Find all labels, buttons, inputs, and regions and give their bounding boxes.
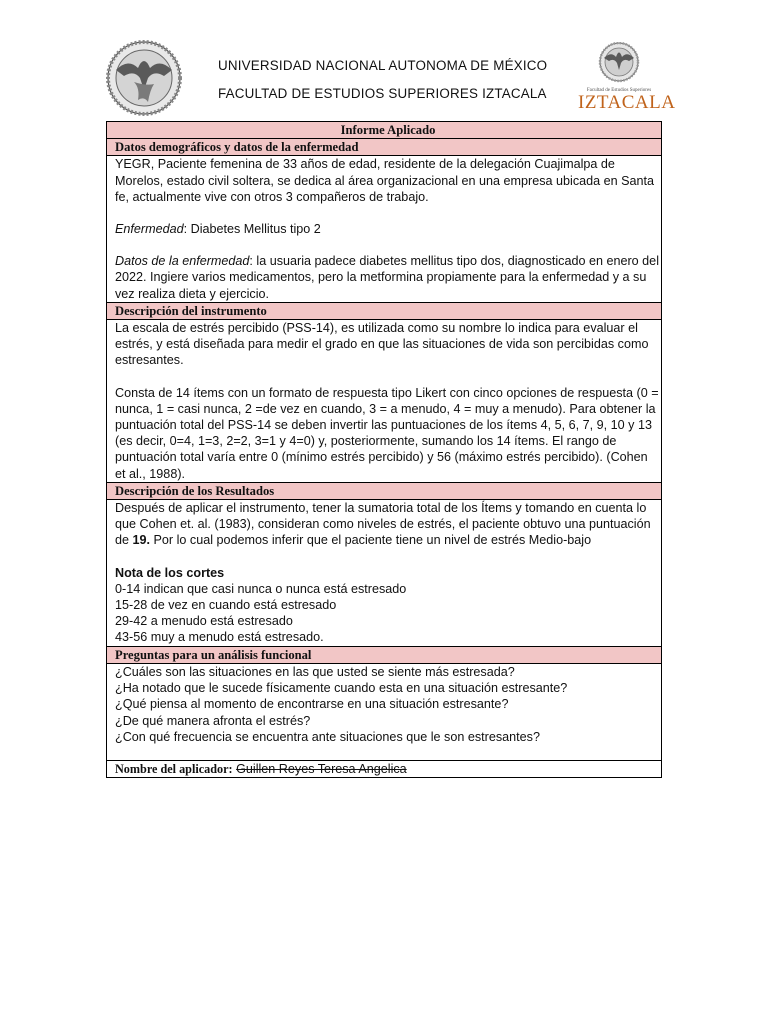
results-text-after: Por lo cual podemos inferir que el paciente tiene un nivel de estrés Medio-bajo: [150, 533, 592, 548]
cut-item: 29-42 a menudo está estresado: [115, 614, 293, 629]
results-score: 19.: [132, 533, 151, 548]
results-text-before: Después de aplicar el instrumento, tener la sumatoria total de los Ítems y tomando en cuenta lo que Cohen et. al. (1983), consideran como niveles de estrés, el paciente obtuvo una puntuación de: [115, 501, 651, 548]
cut-item: 15-28 de vez en cuando está estresado: [115, 598, 337, 613]
faculty-name: FACULTAD DE ESTUDIOS SUPERIORES IZTACALA: [218, 86, 547, 101]
disease-label: Enfermedad: [115, 222, 184, 237]
questions-cell: [107, 663, 662, 760]
disease-line: [115, 221, 661, 237]
iztacala-seal-icon: [578, 42, 676, 113]
results-cell: [107, 500, 662, 647]
disease-data-label: Datos de la enfermedad: [115, 254, 250, 269]
disease-value: : Diabetes Mellitus tipo 2: [183, 222, 321, 237]
demographics-cell: [107, 156, 662, 302]
university-name: UNIVERSIDAD NACIONAL AUTONOMA DE MÉXICO: [218, 58, 548, 73]
question-item: ¿De qué manera afronta el estrés?: [115, 713, 311, 728]
demographics-heading: Datos demográficos y datos de la enfermedad: [107, 139, 662, 156]
unam-seal-icon: [104, 40, 184, 116]
report-title: Informe Aplicado: [107, 122, 662, 139]
disease-data-value: : la usuaria padece diabetes mellitus tipo dos, diagnosticado en enero del 2022. Ingiere varios medicamentos, pero la metformina propiamente para la enfermedad y a su vez realiza dieta y ejercicio.: [115, 254, 659, 301]
cut-item: 0-14 indican que casi nunca o nunca está estresado: [115, 581, 407, 596]
question-item: ¿Con qué frecuencia se encuentra ante situaciones que le son estresantes?: [115, 729, 540, 744]
patient-description: YEGR, Paciente femenina de 33 años de edad, residente de la delegación Cuajimalpa de Morelos, estado civil soltera, se dedica al área organizacional en una empresa ubicada en Santa fe, actualmente vive con otros 3 compañeros de trabajo.: [115, 157, 655, 204]
cut-item: 43-56 muy a menudo está estresado.: [115, 630, 324, 645]
results-paragraph: [115, 500, 661, 549]
question-item: ¿Cuáles son las situaciones en las que usted se siente más estresada?: [115, 664, 515, 679]
applicator-name: Guillen Reyes Teresa Angelica: [236, 761, 407, 776]
instrument-cell: [107, 320, 662, 483]
disease-data-line: [115, 253, 661, 302]
cuts-title: Nota de los cortes: [115, 565, 225, 580]
results-heading: Descripción de los Resultados: [107, 482, 662, 499]
iztacala-wordmark: IZTACALA: [578, 92, 676, 113]
question-item: ¿Ha notado que le sucede físicamente cuando esta en una situación estresante?: [115, 681, 568, 696]
report-table: [106, 121, 662, 778]
iztacala-faculty-caption: Facultad de Estudios Superiores: [586, 88, 652, 93]
applicator-cell: [107, 760, 662, 777]
instrument-paragraph-2: Consta de 14 ítems con un formato de respuesta tipo Likert con cinco opciones de respuesta (0 = nunca, 1 = casi nunca, 2 =de vez en cuando, 3 = a menudo, 4 = muy a menudo). Para obtener la puntuación total del PSS-14 se deben invertir las puntuaciones de los ítems 4, 5, 6, 7, 9, 10 y 13 (es decir, 0=4, 1=3, 2=2, 3=1 y 4=0) y, posteriormente, sumando los 14 ítems. El rango de puntuación total varía entre 0 (mínimo estrés percibido) y 56 (máximo estrés percibido). (Cohen et al., 1988).: [115, 385, 659, 481]
document-header: [0, 0, 768, 118]
applicator-label: Nombre del aplicador:: [115, 761, 233, 776]
questions-heading: Preguntas para un análisis funcional: [107, 646, 662, 663]
instrument-heading: Descripción del instrumento: [107, 302, 662, 319]
instrument-paragraph-1: La escala de estrés percibido (PSS-14), es utilizada como su nombre lo indica para evaluar el estrés, y está diseñada para medir el grado en que las situaciones de vida son percibidas como estresantes.: [115, 321, 649, 368]
question-item: ¿Qué piensa al momento de encontrarse en una situación estresante?: [115, 697, 509, 712]
